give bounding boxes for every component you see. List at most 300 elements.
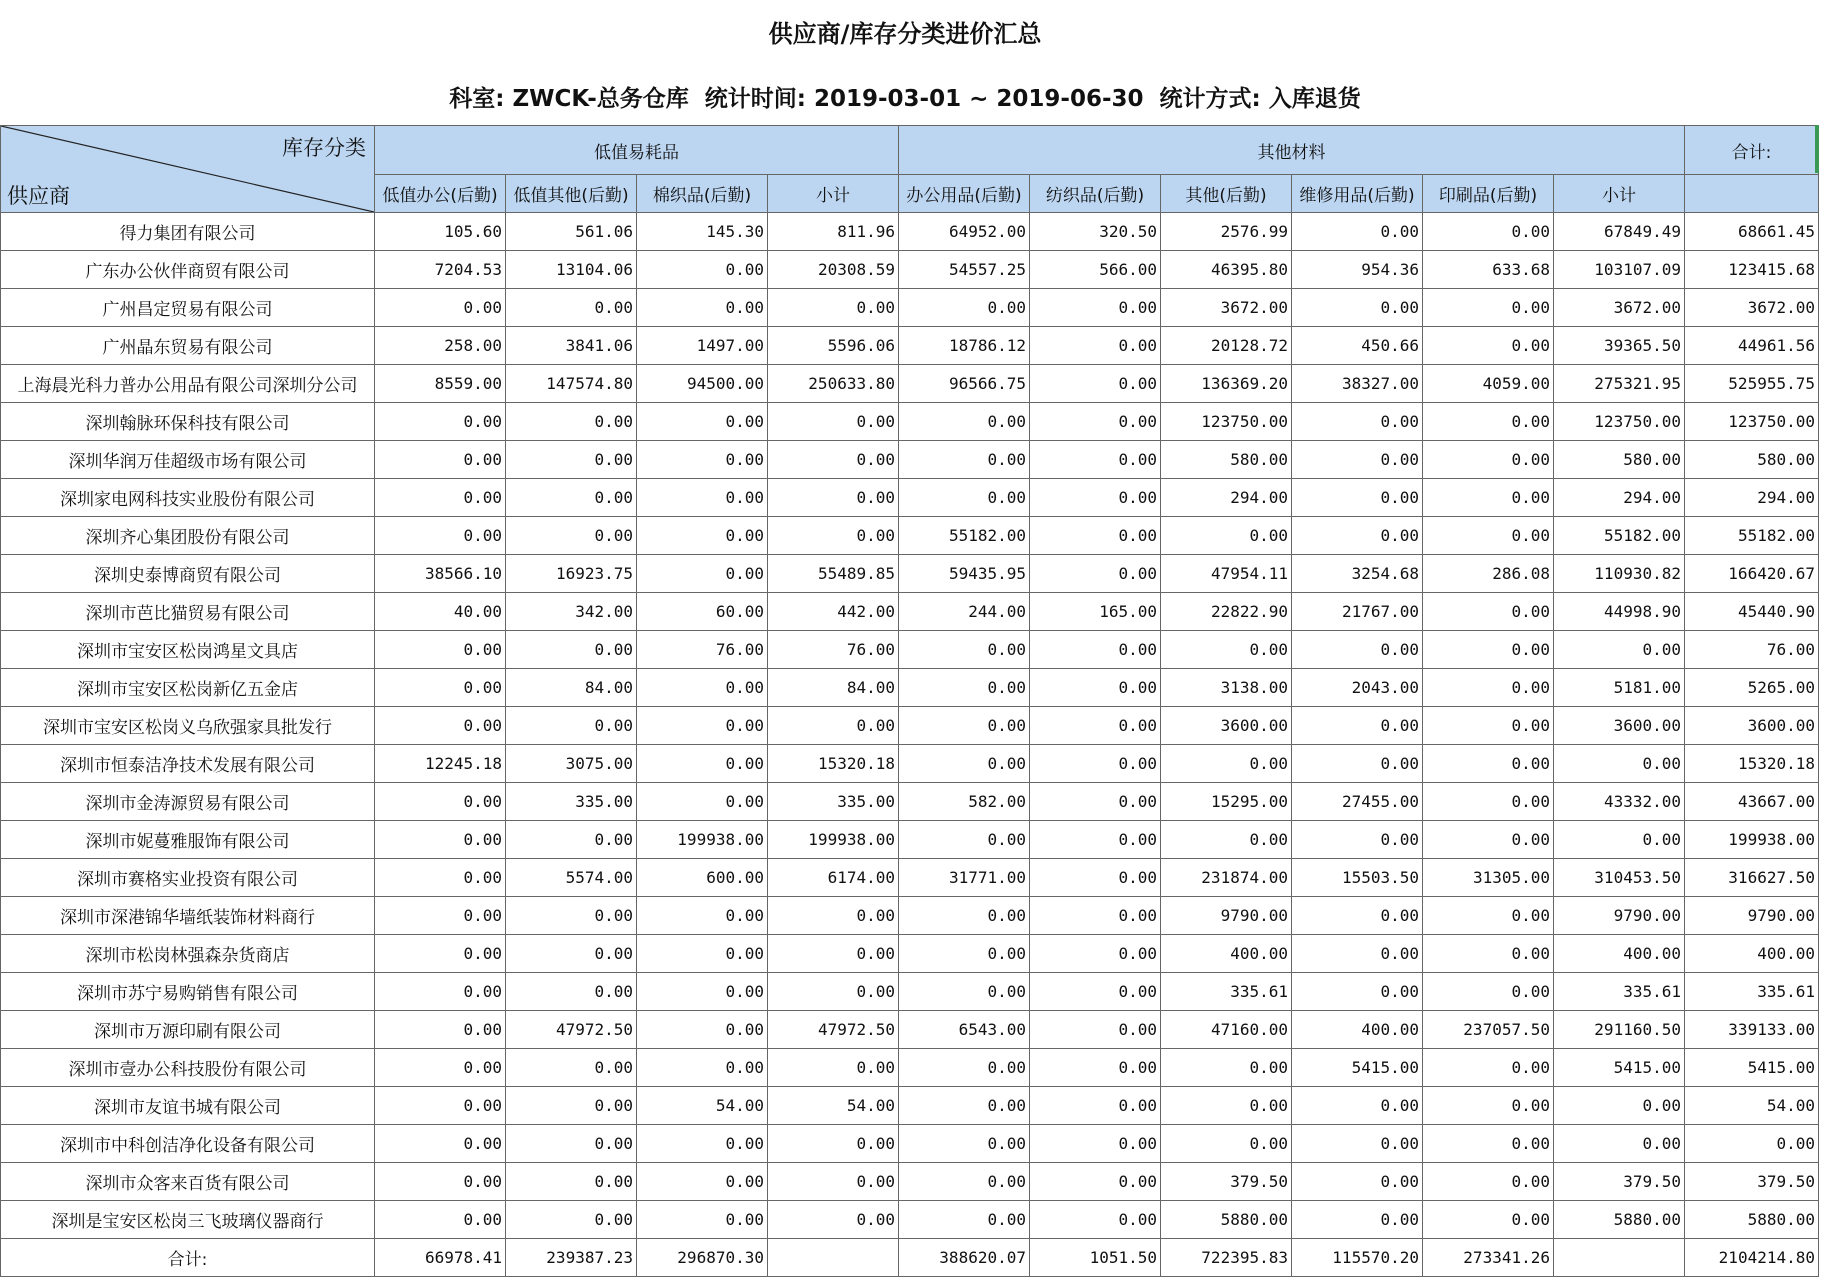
value-cell[interactable]: 0.00	[1030, 973, 1161, 1011]
value-cell[interactable]: 4059.00	[1423, 365, 1554, 403]
value-cell[interactable]: 3600.00	[1161, 707, 1292, 745]
value-cell[interactable]: 0.00	[375, 1087, 506, 1125]
value-cell[interactable]: 0.00	[1030, 1049, 1161, 1087]
value-cell[interactable]: 0.00	[1423, 327, 1554, 365]
supplier-cell[interactable]: 深圳市赛格实业投资有限公司	[1, 859, 375, 897]
value-cell[interactable]: 0.00	[1030, 441, 1161, 479]
value-cell[interactable]: 0.00	[637, 897, 768, 935]
value-cell[interactable]: 0.00	[768, 707, 899, 745]
value-cell[interactable]: 76.00	[1685, 631, 1819, 669]
value-cell[interactable]: 525955.75	[1685, 365, 1819, 403]
value-cell[interactable]: 6174.00	[768, 859, 899, 897]
value-cell[interactable]: 0.00	[1292, 403, 1423, 441]
value-cell[interactable]: 316627.50	[1685, 859, 1819, 897]
value-cell[interactable]: 0.00	[1554, 745, 1685, 783]
supplier-cell[interactable]: 广州晶东贸易有限公司	[1, 327, 375, 365]
value-cell[interactable]: 105.60	[375, 213, 506, 251]
value-cell[interactable]: 123750.00	[1685, 403, 1819, 441]
value-cell[interactable]: 0.00	[1423, 593, 1554, 631]
value-cell[interactable]: 0.00	[1423, 1201, 1554, 1239]
value-cell[interactable]: 47160.00	[1161, 1011, 1292, 1049]
value-cell[interactable]: 0.00	[768, 403, 899, 441]
value-cell[interactable]: 3075.00	[506, 745, 637, 783]
value-cell[interactable]: 0.00	[899, 289, 1030, 327]
value-cell[interactable]: 0.00	[1030, 403, 1161, 441]
value-cell[interactable]: 3254.68	[1292, 555, 1423, 593]
value-cell[interactable]: 0.00	[1030, 935, 1161, 973]
value-cell[interactable]: 0.00	[1030, 745, 1161, 783]
value-cell[interactable]: 0.00	[1423, 1087, 1554, 1125]
value-cell[interactable]: 40.00	[375, 593, 506, 631]
table-row[interactable]	[1, 555, 1819, 593]
value-cell[interactable]: 0.00	[1030, 1201, 1161, 1239]
value-cell[interactable]: 123415.68	[1685, 251, 1819, 289]
value-cell[interactable]: 0.00	[1685, 1125, 1819, 1163]
value-cell[interactable]: 0.00	[899, 669, 1030, 707]
table-row[interactable]	[1, 441, 1819, 479]
value-cell[interactable]: 68661.45	[1685, 213, 1819, 251]
value-cell[interactable]: 55182.00	[1685, 517, 1819, 555]
supplier-cell[interactable]: 深圳市宝安区松岗义乌欣强家具批发行	[1, 707, 375, 745]
value-cell[interactable]: 0.00	[768, 897, 899, 935]
value-cell[interactable]: 0.00	[375, 897, 506, 935]
value-cell[interactable]: 15320.18	[1685, 745, 1819, 783]
value-cell[interactable]: 0.00	[768, 517, 899, 555]
value-cell[interactable]: 59435.95	[899, 555, 1030, 593]
value-cell[interactable]: 0.00	[1292, 631, 1423, 669]
value-cell[interactable]: 582.00	[899, 783, 1030, 821]
value-cell[interactable]: 561.06	[506, 213, 637, 251]
value-cell[interactable]: 0.00	[1292, 897, 1423, 935]
value-cell[interactable]: 442.00	[768, 593, 899, 631]
value-cell[interactable]: 123750.00	[1554, 403, 1685, 441]
total-value-cell[interactable]: 66978.41	[375, 1239, 506, 1277]
value-cell[interactable]: 0.00	[1423, 631, 1554, 669]
value-cell[interactable]: 0.00	[375, 1163, 506, 1201]
table-row[interactable]	[1, 1125, 1819, 1163]
value-cell[interactable]: 244.00	[899, 593, 1030, 631]
value-cell[interactable]: 0.00	[768, 289, 899, 327]
value-cell[interactable]: 335.61	[1554, 973, 1685, 1011]
value-cell[interactable]: 580.00	[1554, 441, 1685, 479]
value-cell[interactable]: 0.00	[1161, 1087, 1292, 1125]
value-cell[interactable]: 0.00	[506, 935, 637, 973]
supplier-cell[interactable]: 深圳史泰博商贸有限公司	[1, 555, 375, 593]
value-cell[interactable]: 47954.11	[1161, 555, 1292, 593]
value-cell[interactable]: 0.00	[375, 1125, 506, 1163]
value-cell[interactable]: 0.00	[637, 555, 768, 593]
value-cell[interactable]: 166420.67	[1685, 555, 1819, 593]
value-cell[interactable]: 43667.00	[1685, 783, 1819, 821]
value-cell[interactable]: 0.00	[1554, 821, 1685, 859]
value-cell[interactable]: 0.00	[637, 1201, 768, 1239]
value-cell[interactable]: 15295.00	[1161, 783, 1292, 821]
value-cell[interactable]: 31305.00	[1423, 859, 1554, 897]
value-cell[interactable]: 0.00	[637, 1011, 768, 1049]
value-cell[interactable]: 15320.18	[768, 745, 899, 783]
value-cell[interactable]: 0.00	[1030, 897, 1161, 935]
table-row[interactable]	[1, 213, 1819, 251]
value-cell[interactable]: 400.00	[1292, 1011, 1423, 1049]
value-cell[interactable]: 3600.00	[1554, 707, 1685, 745]
value-cell[interactable]: 0.00	[768, 1125, 899, 1163]
value-cell[interactable]: 0.00	[1292, 1201, 1423, 1239]
value-cell[interactable]: 0.00	[1423, 289, 1554, 327]
value-cell[interactable]: 84.00	[768, 669, 899, 707]
value-cell[interactable]: 0.00	[1423, 973, 1554, 1011]
total-value-cell[interactable]	[768, 1239, 899, 1277]
total-value-cell[interactable]: 2104214.80	[1685, 1239, 1819, 1277]
value-cell[interactable]: 0.00	[1030, 1087, 1161, 1125]
value-cell[interactable]: 0.00	[375, 1011, 506, 1049]
value-cell[interactable]: 0.00	[375, 1201, 506, 1239]
value-cell[interactable]: 55182.00	[1554, 517, 1685, 555]
value-cell[interactable]: 0.00	[375, 859, 506, 897]
value-cell[interactable]: 342.00	[506, 593, 637, 631]
total-value-cell[interactable]	[1554, 1239, 1685, 1277]
value-cell[interactable]: 0.00	[637, 783, 768, 821]
value-cell[interactable]: 5415.00	[1292, 1049, 1423, 1087]
value-cell[interactable]: 0.00	[1423, 441, 1554, 479]
value-cell[interactable]: 0.00	[1554, 1125, 1685, 1163]
table-row[interactable]	[1, 1049, 1819, 1087]
table-row[interactable]	[1, 783, 1819, 821]
value-cell[interactable]: 0.00	[1030, 517, 1161, 555]
value-cell[interactable]: 0.00	[1423, 1125, 1554, 1163]
value-cell[interactable]: 76.00	[768, 631, 899, 669]
value-cell[interactable]: 0.00	[637, 973, 768, 1011]
value-cell[interactable]: 258.00	[375, 327, 506, 365]
total-value-cell[interactable]: 115570.20	[1292, 1239, 1423, 1277]
value-cell[interactable]: 0.00	[1030, 1163, 1161, 1201]
value-cell[interactable]: 0.00	[506, 1049, 637, 1087]
value-cell[interactable]: 0.00	[1161, 745, 1292, 783]
value-cell[interactable]: 54.00	[637, 1087, 768, 1125]
value-cell[interactable]: 0.00	[899, 745, 1030, 783]
table-row[interactable]	[1, 289, 1819, 327]
value-cell[interactable]: 294.00	[1554, 479, 1685, 517]
table-row[interactable]	[1, 251, 1819, 289]
value-cell[interactable]: 0.00	[1030, 365, 1161, 403]
value-cell[interactable]: 96566.75	[899, 365, 1030, 403]
value-cell[interactable]: 0.00	[637, 289, 768, 327]
value-cell[interactable]: 20128.72	[1161, 327, 1292, 365]
value-cell[interactable]: 15503.50	[1292, 859, 1423, 897]
value-cell[interactable]: 199938.00	[768, 821, 899, 859]
value-cell[interactable]: 3138.00	[1161, 669, 1292, 707]
supplier-cell[interactable]: 深圳市宝安区松岗新亿五金店	[1, 669, 375, 707]
value-cell[interactable]: 0.00	[637, 479, 768, 517]
value-cell[interactable]: 0.00	[1423, 707, 1554, 745]
table-row[interactable]	[1, 707, 1819, 745]
table-row[interactable]	[1, 1087, 1819, 1125]
value-cell[interactable]: 0.00	[1292, 213, 1423, 251]
value-cell[interactable]: 0.00	[899, 1163, 1030, 1201]
value-cell[interactable]: 54.00	[768, 1087, 899, 1125]
value-cell[interactable]: 335.00	[506, 783, 637, 821]
supplier-cell[interactable]: 广东办公伙伴商贸有限公司	[1, 251, 375, 289]
table-row[interactable]	[1, 479, 1819, 517]
value-cell[interactable]: 110930.82	[1554, 555, 1685, 593]
value-cell[interactable]: 0.00	[899, 441, 1030, 479]
value-cell[interactable]: 600.00	[637, 859, 768, 897]
value-cell[interactable]: 335.00	[768, 783, 899, 821]
value-cell[interactable]: 5596.06	[768, 327, 899, 365]
value-cell[interactable]: 0.00	[506, 517, 637, 555]
table-row[interactable]	[1, 1201, 1819, 1239]
value-cell[interactable]: 0.00	[899, 935, 1030, 973]
value-cell[interactable]: 0.00	[1292, 745, 1423, 783]
value-cell[interactable]: 0.00	[506, 1163, 637, 1201]
value-cell[interactable]: 0.00	[1423, 1049, 1554, 1087]
supplier-cell[interactable]: 深圳市深港锦华墙纸装饰材料商行	[1, 897, 375, 935]
value-cell[interactable]: 0.00	[375, 1049, 506, 1087]
supplier-cell[interactable]: 深圳市松岗林强森杂货商店	[1, 935, 375, 973]
value-cell[interactable]: 400.00	[1161, 935, 1292, 973]
value-cell[interactable]: 44998.90	[1554, 593, 1685, 631]
value-cell[interactable]: 339133.00	[1685, 1011, 1819, 1049]
supplier-cell[interactable]: 深圳市宝安区松岗鸿星文具店	[1, 631, 375, 669]
value-cell[interactable]: 0.00	[375, 403, 506, 441]
value-cell[interactable]: 44961.56	[1685, 327, 1819, 365]
value-cell[interactable]: 0.00	[1423, 935, 1554, 973]
table-row[interactable]	[1, 973, 1819, 1011]
value-cell[interactable]: 3672.00	[1161, 289, 1292, 327]
value-cell[interactable]: 0.00	[506, 479, 637, 517]
value-cell[interactable]: 0.00	[899, 1049, 1030, 1087]
value-cell[interactable]: 0.00	[506, 403, 637, 441]
value-cell[interactable]: 0.00	[1161, 1049, 1292, 1087]
value-cell[interactable]: 335.61	[1161, 973, 1292, 1011]
value-cell[interactable]: 0.00	[506, 631, 637, 669]
value-cell[interactable]: 55182.00	[899, 517, 1030, 555]
value-cell[interactable]: 310453.50	[1554, 859, 1685, 897]
value-cell[interactable]: 5415.00	[1685, 1049, 1819, 1087]
value-cell[interactable]: 199938.00	[1685, 821, 1819, 859]
value-cell[interactable]: 379.50	[1685, 1163, 1819, 1201]
value-cell[interactable]: 0.00	[637, 707, 768, 745]
supplier-cell[interactable]: 得力集团有限公司	[1, 213, 375, 251]
value-cell[interactable]: 54.00	[1685, 1087, 1819, 1125]
value-cell[interactable]: 633.68	[1423, 251, 1554, 289]
value-cell[interactable]: 12245.18	[375, 745, 506, 783]
value-cell[interactable]: 0.00	[375, 517, 506, 555]
value-cell[interactable]: 0.00	[375, 973, 506, 1011]
value-cell[interactable]: 39365.50	[1554, 327, 1685, 365]
value-cell[interactable]: 0.00	[1423, 669, 1554, 707]
supplier-cell[interactable]: 深圳市万源印刷有限公司	[1, 1011, 375, 1049]
value-cell[interactable]: 0.00	[375, 631, 506, 669]
value-cell[interactable]: 60.00	[637, 593, 768, 631]
value-cell[interactable]: 0.00	[899, 897, 1030, 935]
supplier-cell[interactable]: 深圳市苏宁易购销售有限公司	[1, 973, 375, 1011]
value-cell[interactable]: 0.00	[375, 669, 506, 707]
total-value-cell[interactable]: 296870.30	[637, 1239, 768, 1277]
value-cell[interactable]: 400.00	[1685, 935, 1819, 973]
value-cell[interactable]: 2576.99	[1161, 213, 1292, 251]
table-row[interactable]	[1, 821, 1819, 859]
value-cell[interactable]: 5181.00	[1554, 669, 1685, 707]
table-row[interactable]	[1, 859, 1819, 897]
value-cell[interactable]: 43332.00	[1554, 783, 1685, 821]
value-cell[interactable]: 0.00	[375, 289, 506, 327]
value-cell[interactable]: 320.50	[1030, 213, 1161, 251]
value-cell[interactable]: 0.00	[768, 1201, 899, 1239]
value-cell[interactable]: 0.00	[1292, 935, 1423, 973]
value-cell[interactable]: 165.00	[1030, 593, 1161, 631]
value-cell[interactable]: 0.00	[1554, 631, 1685, 669]
value-cell[interactable]: 21767.00	[1292, 593, 1423, 631]
value-cell[interactable]: 5415.00	[1554, 1049, 1685, 1087]
value-cell[interactable]: 76.00	[637, 631, 768, 669]
value-cell[interactable]: 231874.00	[1161, 859, 1292, 897]
value-cell[interactable]: 0.00	[1423, 1163, 1554, 1201]
value-cell[interactable]: 294.00	[1161, 479, 1292, 517]
value-cell[interactable]: 47972.50	[506, 1011, 637, 1049]
value-cell[interactable]: 0.00	[506, 1087, 637, 1125]
value-cell[interactable]: 54557.25	[899, 251, 1030, 289]
value-cell[interactable]: 0.00	[768, 1163, 899, 1201]
value-cell[interactable]: 580.00	[1685, 441, 1819, 479]
total-value-cell[interactable]: 1051.50	[1030, 1239, 1161, 1277]
value-cell[interactable]: 0.00	[1292, 479, 1423, 517]
value-cell[interactable]: 0.00	[375, 821, 506, 859]
table-row[interactable]	[1, 1011, 1819, 1049]
value-cell[interactable]: 275321.95	[1554, 365, 1685, 403]
value-cell[interactable]: 0.00	[1423, 745, 1554, 783]
value-cell[interactable]: 2043.00	[1292, 669, 1423, 707]
value-cell[interactable]: 3672.00	[1554, 289, 1685, 327]
value-cell[interactable]: 335.61	[1685, 973, 1819, 1011]
value-cell[interactable]: 0.00	[637, 441, 768, 479]
total-value-cell[interactable]: 722395.83	[1161, 1239, 1292, 1277]
value-cell[interactable]: 0.00	[506, 821, 637, 859]
value-cell[interactable]: 0.00	[1030, 669, 1161, 707]
value-cell[interactable]: 0.00	[899, 1125, 1030, 1163]
value-cell[interactable]: 0.00	[1030, 783, 1161, 821]
value-cell[interactable]: 123750.00	[1161, 403, 1292, 441]
value-cell[interactable]: 0.00	[1030, 289, 1161, 327]
value-cell[interactable]: 0.00	[637, 517, 768, 555]
value-cell[interactable]: 0.00	[1292, 441, 1423, 479]
value-cell[interactable]: 38327.00	[1292, 365, 1423, 403]
supplier-cell[interactable]: 深圳市芭比猫贸易有限公司	[1, 593, 375, 631]
value-cell[interactable]: 0.00	[637, 669, 768, 707]
table-row[interactable]	[1, 669, 1819, 707]
table-row[interactable]	[1, 517, 1819, 555]
supplier-cell[interactable]: 深圳华润万佳超级市场有限公司	[1, 441, 375, 479]
value-cell[interactable]: 0.00	[1292, 1125, 1423, 1163]
value-cell[interactable]: 145.30	[637, 213, 768, 251]
supplier-cell[interactable]: 深圳市金涛源贸易有限公司	[1, 783, 375, 821]
value-cell[interactable]: 0.00	[768, 973, 899, 1011]
total-label-cell[interactable]: 合计:	[1, 1239, 375, 1277]
value-cell[interactable]: 0.00	[899, 479, 1030, 517]
value-cell[interactable]: 0.00	[1423, 479, 1554, 517]
value-cell[interactable]: 0.00	[375, 783, 506, 821]
value-cell[interactable]: 0.00	[899, 973, 1030, 1011]
value-cell[interactable]: 0.00	[1030, 555, 1161, 593]
value-cell[interactable]: 0.00	[1161, 631, 1292, 669]
value-cell[interactable]: 0.00	[375, 935, 506, 973]
total-value-cell[interactable]: 388620.07	[899, 1239, 1030, 1277]
value-cell[interactable]: 0.00	[1030, 707, 1161, 745]
value-cell[interactable]: 0.00	[1161, 1125, 1292, 1163]
value-cell[interactable]: 38566.10	[375, 555, 506, 593]
value-cell[interactable]: 0.00	[899, 1201, 1030, 1239]
total-value-cell[interactable]: 273341.26	[1423, 1239, 1554, 1277]
value-cell[interactable]: 18786.12	[899, 327, 1030, 365]
value-cell[interactable]: 136369.20	[1161, 365, 1292, 403]
value-cell[interactable]: 0.00	[637, 1125, 768, 1163]
supplier-cell[interactable]: 深圳是宝安区松岗三飞玻璃仪器商行	[1, 1201, 375, 1239]
value-cell[interactable]: 9790.00	[1161, 897, 1292, 935]
value-cell[interactable]: 13104.06	[506, 251, 637, 289]
value-cell[interactable]: 64952.00	[899, 213, 1030, 251]
value-cell[interactable]: 811.96	[768, 213, 899, 251]
value-cell[interactable]: 46395.80	[1161, 251, 1292, 289]
value-cell[interactable]: 94500.00	[637, 365, 768, 403]
value-cell[interactable]: 0.00	[1030, 1125, 1161, 1163]
value-cell[interactable]: 20308.59	[768, 251, 899, 289]
value-cell[interactable]: 45440.90	[1685, 593, 1819, 631]
value-cell[interactable]: 8559.00	[375, 365, 506, 403]
value-cell[interactable]: 67849.49	[1554, 213, 1685, 251]
value-cell[interactable]: 5880.00	[1161, 1201, 1292, 1239]
value-cell[interactable]: 3672.00	[1685, 289, 1819, 327]
value-cell[interactable]: 0.00	[506, 973, 637, 1011]
value-cell[interactable]: 22822.90	[1161, 593, 1292, 631]
value-cell[interactable]: 1497.00	[637, 327, 768, 365]
supplier-cell[interactable]: 深圳齐心集团股份有限公司	[1, 517, 375, 555]
supplier-cell[interactable]: 深圳市众客来百货有限公司	[1, 1163, 375, 1201]
value-cell[interactable]: 400.00	[1554, 935, 1685, 973]
value-cell[interactable]: 55489.85	[768, 555, 899, 593]
value-cell[interactable]: 0.00	[1292, 1087, 1423, 1125]
supplier-cell[interactable]: 深圳家电网科技实业股份有限公司	[1, 479, 375, 517]
table-row[interactable]	[1, 403, 1819, 441]
table-row[interactable]	[1, 897, 1819, 935]
supplier-cell[interactable]: 深圳市妮蔓雅服饰有限公司	[1, 821, 375, 859]
value-cell[interactable]: 5574.00	[506, 859, 637, 897]
table-row[interactable]	[1, 745, 1819, 783]
value-cell[interactable]: 0.00	[375, 479, 506, 517]
value-cell[interactable]: 0.00	[1423, 213, 1554, 251]
value-cell[interactable]: 3841.06	[506, 327, 637, 365]
value-cell[interactable]: 379.50	[1554, 1163, 1685, 1201]
value-cell[interactable]: 0.00	[506, 441, 637, 479]
value-cell[interactable]: 6543.00	[899, 1011, 1030, 1049]
value-cell[interactable]: 5880.00	[1685, 1201, 1819, 1239]
value-cell[interactable]: 450.66	[1292, 327, 1423, 365]
value-cell[interactable]: 0.00	[1030, 859, 1161, 897]
supplier-cell[interactable]: 深圳市壹办公科技股份有限公司	[1, 1049, 375, 1087]
value-cell[interactable]: 103107.09	[1554, 251, 1685, 289]
table-row[interactable]	[1, 631, 1819, 669]
supplier-cell[interactable]: 深圳翰脉环保科技有限公司	[1, 403, 375, 441]
supplier-cell[interactable]: 深圳市友谊书城有限公司	[1, 1087, 375, 1125]
value-cell[interactable]: 0.00	[637, 251, 768, 289]
value-cell[interactable]: 0.00	[1423, 517, 1554, 555]
value-cell[interactable]: 0.00	[768, 935, 899, 973]
supplier-cell[interactable]: 深圳市中科创洁净化设备有限公司	[1, 1125, 375, 1163]
supplier-cell[interactable]: 上海晨光科力普办公用品有限公司深圳分公司	[1, 365, 375, 403]
table-row[interactable]	[1, 593, 1819, 631]
value-cell[interactable]: 0.00	[1292, 821, 1423, 859]
value-cell[interactable]: 0.00	[506, 289, 637, 327]
supplier-cell[interactable]: 深圳市恒泰洁净技术发展有限公司	[1, 745, 375, 783]
value-cell[interactable]: 0.00	[506, 897, 637, 935]
